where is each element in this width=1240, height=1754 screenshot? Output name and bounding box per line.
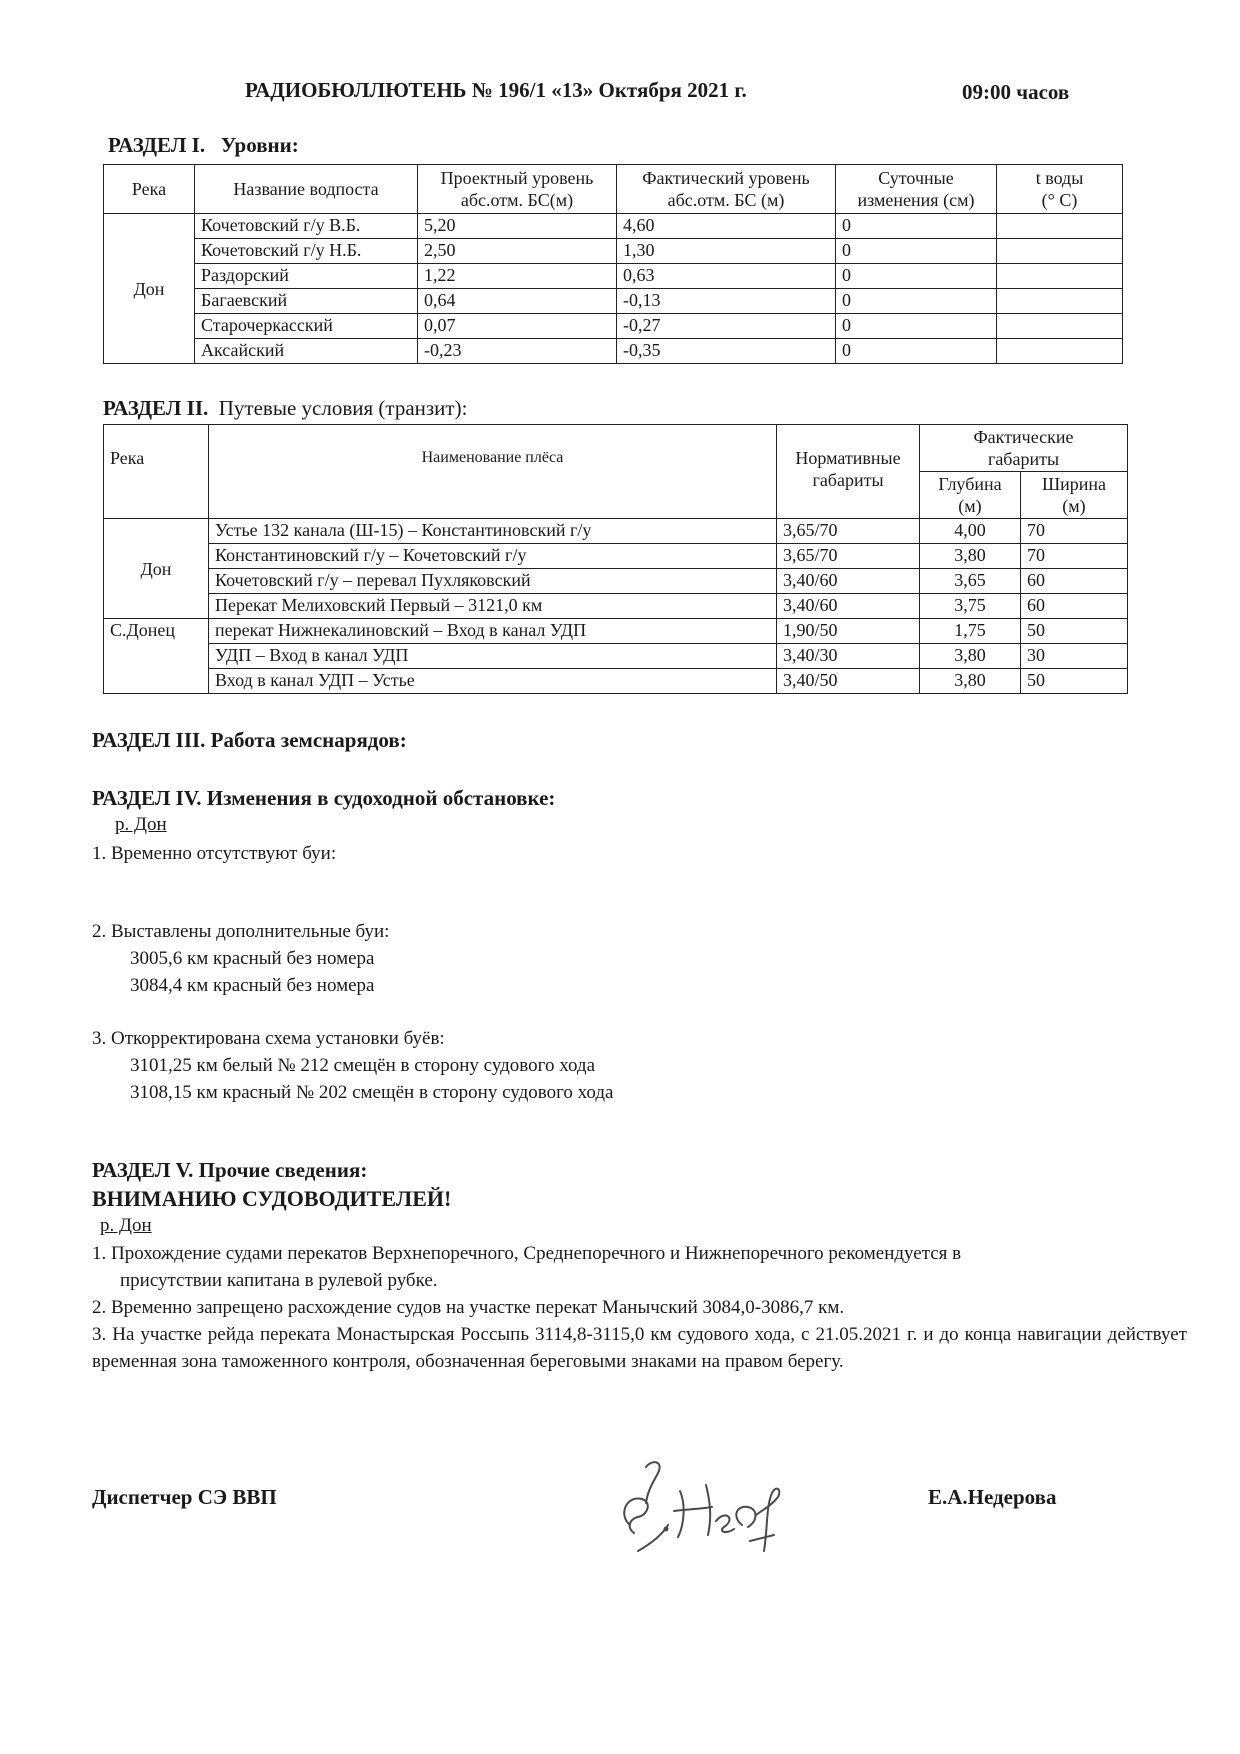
width-cell: 70 [1021,519,1128,544]
col-depth: Глубина (м) [920,472,1021,519]
fact-cell: -0,13 [617,289,836,314]
change-cell: 0 [836,214,997,239]
fact-cell: 1,30 [617,239,836,264]
width-cell: 60 [1021,569,1128,594]
project-cell: -0,23 [418,339,617,364]
section-1-title [108,133,299,158]
section-4-item-2: 2. Выставлены дополнительные буи: [92,921,390,942]
change-cell: 0 [836,289,997,314]
col-reach: Наименование плёса [209,425,777,519]
depth-cell: 3,80 [920,644,1021,669]
levels-header-row [104,165,1123,214]
section-4-item-3-line: 3101,25 км белый № 212 смещён в сторону судового хода [130,1055,596,1076]
river-cell: Дон [104,519,209,619]
table-row [104,314,1123,339]
reach-cell: УДП – Вход в канал УДП [209,644,777,669]
bulletin-title: РАДИОБЮЛЛЮТЕНЬ № 196/1 «13» Октября 2021 г. [245,78,747,102]
section-4-item-2-line: 3084,4 км красный без номера [130,975,375,996]
post-cell: Кочетовский г/у Н.Б. [195,239,418,264]
post-cell: Багаевский [195,289,418,314]
table-row [104,544,1128,569]
levels-table [103,164,1123,364]
table-row [104,619,1128,644]
reach-cell: Кочетовский г/у – перевал Пухляковский [209,569,777,594]
norm-cell: 3,40/60 [777,594,920,619]
width-cell: 70 [1021,544,1128,569]
section-1-name: Уровни: [220,133,299,157]
section-5-title: РАЗДЕЛ V. Прочие сведения: [92,1158,368,1182]
transit-header-row [104,425,1128,472]
reach-cell: Константиновский г/у – Кочетовский г/у [209,544,777,569]
norm-cell: 3,65/70 [777,544,920,569]
reach-cell: Перекат Мелиховский Первый – 3121,0 км [209,594,777,619]
section-4-item-3-line: 3108,15 км красный № 202 смещён в сторону судового хода [130,1082,614,1103]
table-row [104,214,1123,239]
temp-cell [997,264,1123,289]
project-cell: 2,50 [418,239,617,264]
post-cell: Старочеркасский [195,314,418,339]
col-daily: Суточные изменения (см) [836,165,997,214]
river-cell: С.Донец [104,619,209,694]
col-norm: Нормативные габариты [777,425,920,519]
col-project: Проектный уровень абс.отм. БС(м) [418,165,617,214]
post-cell: Раздорский [195,264,418,289]
section-2-name: Путевые условия (транзит): [218,396,468,420]
norm-cell: 3,40/30 [777,644,920,669]
fact-cell: 0,63 [617,264,836,289]
fact-cell: 4,60 [617,214,836,239]
table-row [104,339,1123,364]
norm-cell: 3,65/70 [777,519,920,544]
col-width: Ширина (м) [1021,472,1128,519]
reach-cell: перекат Нижнекалиновский – Вход в канал УДП [209,619,777,644]
depth-cell: 1,75 [920,619,1021,644]
section-2-title [103,396,467,421]
col-river: Река [104,165,195,214]
project-cell: 5,20 [418,214,617,239]
section-2-label: РАЗДЕЛ II. [103,396,209,420]
section-4-item-1: 1. Временно отсутствуют буи: [92,843,337,864]
fact-cell: -0,27 [617,314,836,339]
norm-cell: 1,90/50 [777,619,920,644]
bulletin-time: 09:00 часов [962,80,1070,104]
reach-cell: Вход в канал УДП – Устье [209,669,777,694]
table-row [104,669,1128,694]
fact-cell: -0,35 [617,339,836,364]
temp-cell [997,239,1123,264]
reach-cell: Устье 132 канала (Ш-15) – Константиновский г/у [209,519,777,544]
depth-cell: 3,75 [920,594,1021,619]
depth-cell: 3,80 [920,544,1021,569]
col-fact: Фактический уровень абс.отм. БС (м) [617,165,836,214]
river-cell: Дон [104,214,195,364]
project-cell: 0,64 [418,289,617,314]
col-river: Река [104,425,209,519]
temp-cell [997,214,1123,239]
table-row [104,594,1128,619]
section-4-river: р. Дон [115,814,167,835]
section-4-item-2-line: 3005,6 км красный без номера [130,948,375,969]
temp-cell [997,314,1123,339]
temp-cell [997,339,1123,364]
handwritten-signature [608,1455,793,1570]
depth-cell: 4,00 [920,519,1021,544]
dispatcher-name: Е.А.Недерова [928,1485,1057,1509]
width-cell: 30 [1021,644,1128,669]
width-cell: 50 [1021,669,1128,694]
table-row [104,289,1123,314]
col-temp: t воды (° С) [997,165,1123,214]
table-row [104,519,1128,544]
section-4-item-3: 3. Откорректирована схема установки буёв: [92,1028,445,1049]
section-5-item-1: 1. Прохождение судами перекатов Верхнепоречного, Среднепоречного и Нижнепоречного рекомендуется в [92,1243,962,1264]
project-cell: 1,22 [418,264,617,289]
depth-cell: 3,80 [920,669,1021,694]
width-cell: 50 [1021,619,1128,644]
change-cell: 0 [836,314,997,339]
table-row [104,644,1128,669]
change-cell: 0 [836,339,997,364]
col-fact: Фактические габариты [920,425,1128,472]
project-cell: 0,07 [418,314,617,339]
table-row [104,569,1128,594]
post-cell: Кочетовский г/у В.Б. [195,214,418,239]
temp-cell [997,289,1123,314]
post-cell: Аксайский [195,339,418,364]
dispatcher-position: Диспетчер СЭ ВВП [92,1485,277,1509]
section-5-item-3: 3. На участке рейда переката Монастырская Россыпь 3114,8-3115,0 км судового хода, с 21.05.2021 г. и до конца навигации действует временная зона таможенного контроля, обозначенная береговыми знаками на правом берегу. [92,1324,1187,1372]
section-5-item-1-cont: присутствии капитана в рулевой рубке. [120,1270,438,1291]
change-cell: 0 [836,264,997,289]
table-row [104,264,1123,289]
attention-heading: ВНИМАНИЮ СУДОВОДИТЕЛЕЙ! [92,1186,452,1211]
width-cell: 60 [1021,594,1128,619]
transit-table [103,424,1128,694]
section-1-label: РАЗДЕЛ I. [108,133,206,157]
col-post: Название водпоста [195,165,418,214]
norm-cell: 3,40/50 [777,669,920,694]
section-3-title: РАЗДЕЛ III. Работа земснарядов: [92,728,407,752]
section-4-title: РАЗДЕЛ IV. Изменения в судоходной обстановке: [92,786,556,810]
table-row [104,239,1123,264]
change-cell: 0 [836,239,997,264]
norm-cell: 3,40/60 [777,569,920,594]
section-5-item-2: 2. Временно запрещено расхождение судов на участке перекат Манычский 3084,0-3086,7 км. [92,1297,845,1318]
depth-cell: 3,65 [920,569,1021,594]
section-5-river: р. Дон [100,1215,152,1236]
